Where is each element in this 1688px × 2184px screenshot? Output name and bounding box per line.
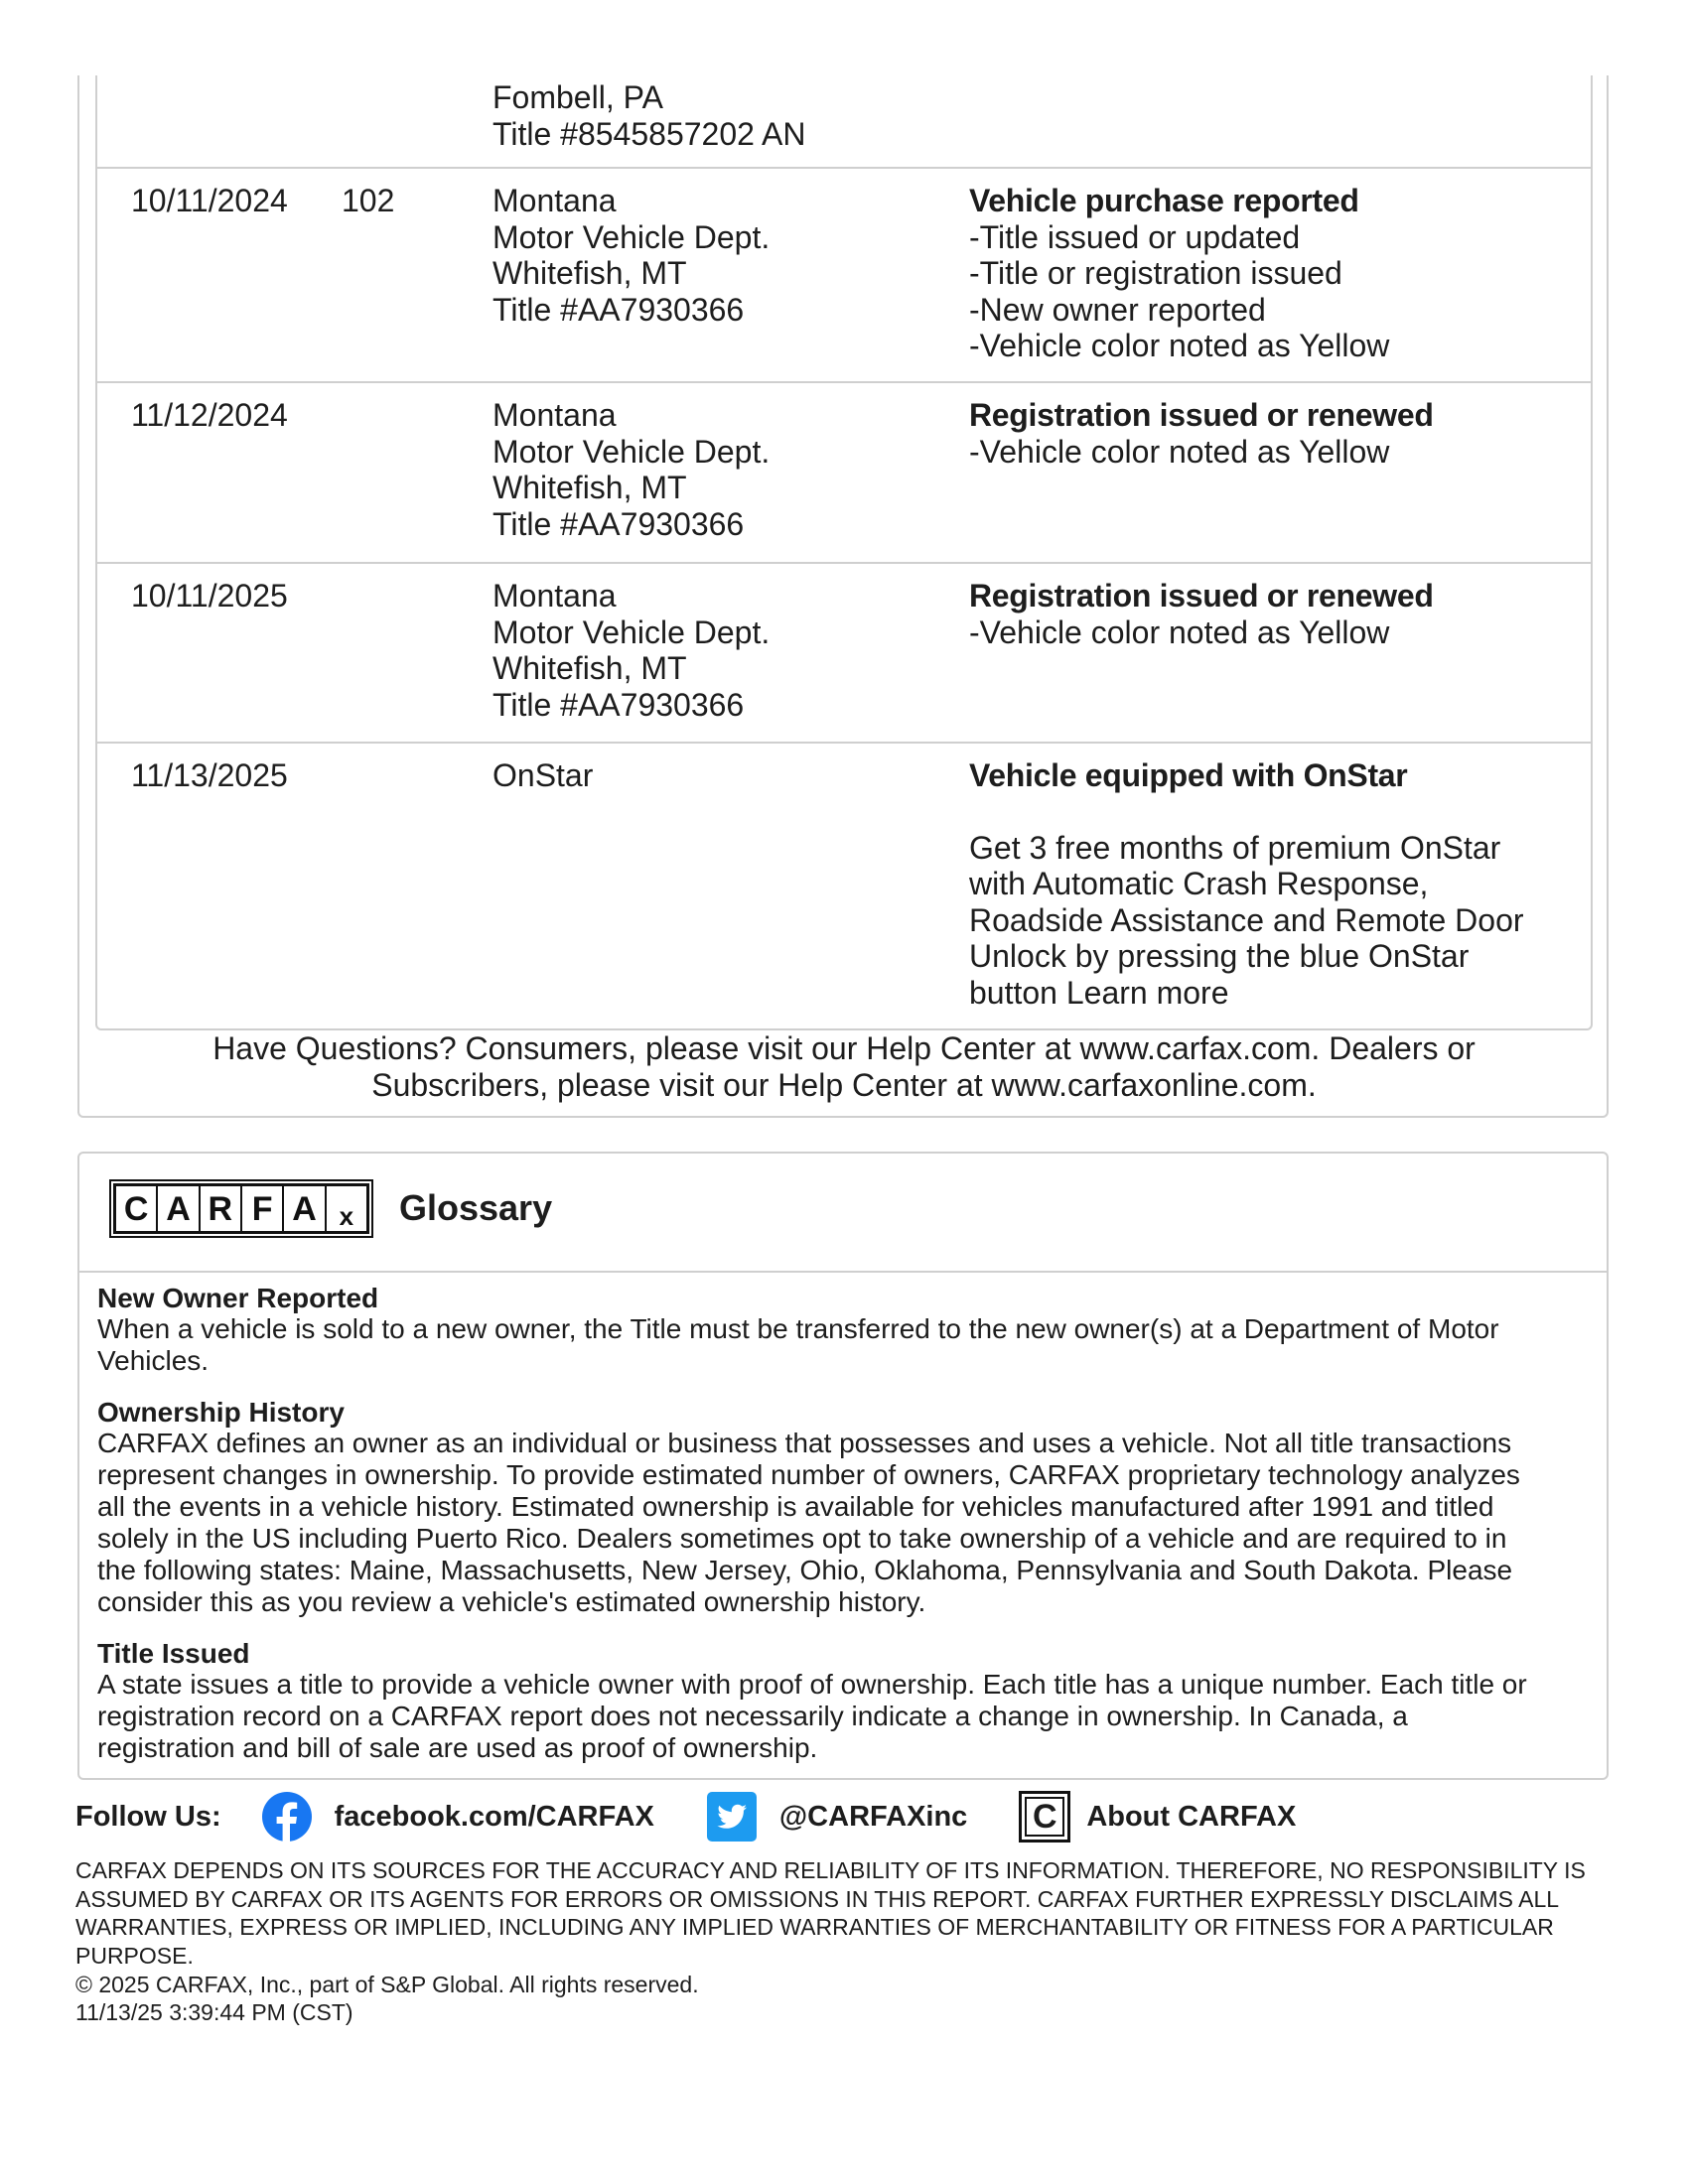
history-table (95, 75, 1593, 1030)
event-detail: - Vehicle color noted as Yellow (969, 614, 1565, 651)
source-line: Montana (492, 397, 617, 433)
source-line: Whitefish, MT (492, 255, 687, 291)
row-source (492, 757, 929, 794)
source-line: Title #AA7930366 (492, 505, 745, 542)
row-comments (969, 397, 1565, 470)
source-line: Montana (492, 578, 617, 614)
definition-line: solely in the US including Puerto Rico. Dealers sometimes opt to take ownership of a vehicle and are required to in (97, 1523, 1507, 1554)
help-line[interactable]: Subscribers, please visit our Help Center at www.carfaxonline.com. (371, 1067, 1317, 1103)
row-comments (969, 183, 1565, 364)
definition-line: registration record on a CARFAX report does not necessarily indicate a change in ownership. In Canada, a (97, 1701, 1408, 1731)
definition-line: consider this as you review a vehicle's estimated ownership history. (97, 1586, 926, 1617)
event-heading: Vehicle purchase reported (969, 183, 1359, 218)
about-carfax-text: About CARFAX (1086, 1800, 1297, 1833)
glossary-title: Glossary (399, 1187, 553, 1228)
facebook-icon (261, 1791, 313, 1843)
logo-letter: A (158, 1186, 198, 1231)
disclaimer (75, 1856, 1610, 1970)
table-row (97, 167, 1591, 383)
event-detail: - New owner reported (969, 292, 1565, 329)
row-comments (969, 757, 1565, 1011)
logo-letter: x (327, 1186, 366, 1231)
onstar-learn-more[interactable]: button Learn more (969, 974, 1229, 1011)
onstar-promo-line: Unlock by pressing the blue OnStar (969, 938, 1470, 974)
logo-letter: C (116, 1186, 156, 1231)
table-row (97, 562, 1591, 744)
copyright-block (75, 1971, 699, 2026)
definition-line: registration and bill of sale are used as proof of ownership. (97, 1732, 818, 1763)
help-line[interactable]: Have Questions? Consumers, please visit our Help Center at www.carfax.com. Dealers or (212, 1030, 1476, 1066)
logo-letter: A (284, 1186, 324, 1231)
carfax-logo (113, 1183, 369, 1234)
event-heading: Registration issued or renewed (969, 397, 1434, 433)
source-line: Title #8545857202 AN (492, 115, 806, 152)
table-row (97, 742, 1591, 1030)
logo-letter: F (242, 1186, 282, 1231)
row-date: 11/12/2024 (131, 397, 288, 433)
row-date: 11/13/2025 (131, 757, 288, 793)
glossary-panel (77, 1152, 1609, 1780)
table-row (97, 381, 1591, 564)
report-timestamp: 11/13/25 3:39:44 PM (CST) (75, 1999, 353, 2025)
glossary-term: Ownership History (97, 1397, 345, 1428)
onstar-promo-line: Roadside Assistance and Remote Door (969, 901, 1524, 938)
twitter-link[interactable] (706, 1791, 967, 1843)
facebook-link[interactable] (261, 1791, 654, 1843)
definition-line: all the events in a vehicle history. Estimated ownership is available for vehicles manufactured after 1991 and titled (97, 1491, 1494, 1522)
definition-line: represent changes in ownership. To provide estimated number of owners, CARFAX proprietary technology analyzes (97, 1459, 1520, 1490)
row-date: 10/11/2025 (131, 578, 288, 614)
glossary-header (79, 1154, 1607, 1273)
event-heading: Registration issued or renewed (969, 578, 1434, 614)
row-source (492, 183, 929, 328)
glossary-definition (97, 1428, 1587, 1618)
event-detail: - Vehicle color noted as Yellow (969, 434, 1565, 471)
event-detail: - Vehicle color noted as Yellow (969, 328, 1565, 364)
definition-line: Vehicles. (97, 1345, 210, 1376)
disclaimer-line: WARRANTIES, EXPRESS OR IMPLIED, INCLUDING ANY IMPLIED WARRANTIES OF MERCHANTABILITY OR FITNESS FOR A PARTICULAR (75, 1914, 1554, 1940)
source-line: OnStar (492, 757, 594, 793)
glossary-definition (97, 1313, 1587, 1377)
row-source (492, 397, 929, 542)
source-line: Whitefish, MT (492, 470, 687, 505)
definition-line: When a vehicle is sold to a new owner, the Title must be transferred to the new owner(s) at a Department of Motor (97, 1313, 1499, 1344)
source-line: Montana (492, 183, 617, 218)
follow-us-bar (75, 1787, 1615, 1846)
event-detail: - Title or registration issued (969, 255, 1565, 292)
follow-us-label: Follow Us: (75, 1800, 221, 1833)
event-heading: Vehicle equipped with OnStar (969, 757, 1408, 793)
help-center-text (95, 1030, 1593, 1104)
twitter-link-text: @CARFAXinc (778, 1800, 968, 1833)
source-line: Fombell, PA (492, 79, 663, 115)
glossary-definition (97, 1669, 1587, 1764)
table-row (97, 75, 1591, 169)
glossary-body (97, 1283, 1587, 1784)
row-comments (969, 578, 1565, 650)
source-line: Motor Vehicle Dept. (492, 218, 771, 255)
event-detail: - Title issued or updated (969, 219, 1565, 256)
definition-line: the following states: Maine, Massachusetts, New Jersey, Ohio, Oklahoma, Pennsylvania and South Dakota. Please (97, 1555, 1513, 1585)
row-source (492, 79, 929, 152)
glossary-term: Title Issued (97, 1638, 250, 1669)
facebook-link-text: facebook.com/CARFAX (334, 1800, 654, 1833)
carfax-c-icon: C (1019, 1791, 1070, 1843)
disclaimer-line: ASSUMED BY CARFAX OR ITS AGENTS FOR ERRORS OR OMISSIONS IN THIS REPORT. CARFAX FURTHER EXPRESSLY DISCLAIMS ALL (75, 1885, 1560, 1912)
glossary-term: New Owner Reported (97, 1283, 379, 1313)
source-line: Title #AA7930366 (492, 686, 745, 723)
logo-letter: R (201, 1186, 240, 1231)
row-source (492, 578, 929, 723)
twitter-icon (706, 1791, 758, 1843)
onstar-promo-line: Get 3 free months of premium OnStar (969, 829, 1501, 866)
disclaimer-line: CARFAX DEPENDS ON ITS SOURCES FOR THE ACCURACY AND RELIABILITY OF ITS INFORMATION. THEREFORE, NO RESPONSIBILITY IS (75, 1857, 1586, 1883)
definition-line: CARFAX defines an owner as an individual or business that possesses and uses a vehicle. Not all title transactions (97, 1428, 1512, 1458)
onstar-promo-line: with Automatic Crash Response, (969, 866, 1429, 901)
row-date: 10/11/2024 (131, 183, 288, 218)
source-line: Motor Vehicle Dept. (492, 433, 771, 470)
definition-line: A state issues a title to provide a vehicle owner with proof of ownership. Each title has a unique number. Each title or (97, 1669, 1527, 1700)
source-line: Whitefish, MT (492, 650, 687, 686)
row-odometer: 102 (342, 183, 395, 218)
spacer (969, 794, 1565, 830)
source-line: Title #AA7930366 (492, 291, 745, 328)
disclaimer-line: PURPOSE. (75, 1942, 194, 1969)
copyright-text: © 2025 CARFAX, Inc., part of S&P Global. All rights reserved. (75, 1972, 699, 1997)
source-line: Motor Vehicle Dept. (492, 614, 771, 650)
about-carfax-link[interactable] (1019, 1791, 1296, 1843)
